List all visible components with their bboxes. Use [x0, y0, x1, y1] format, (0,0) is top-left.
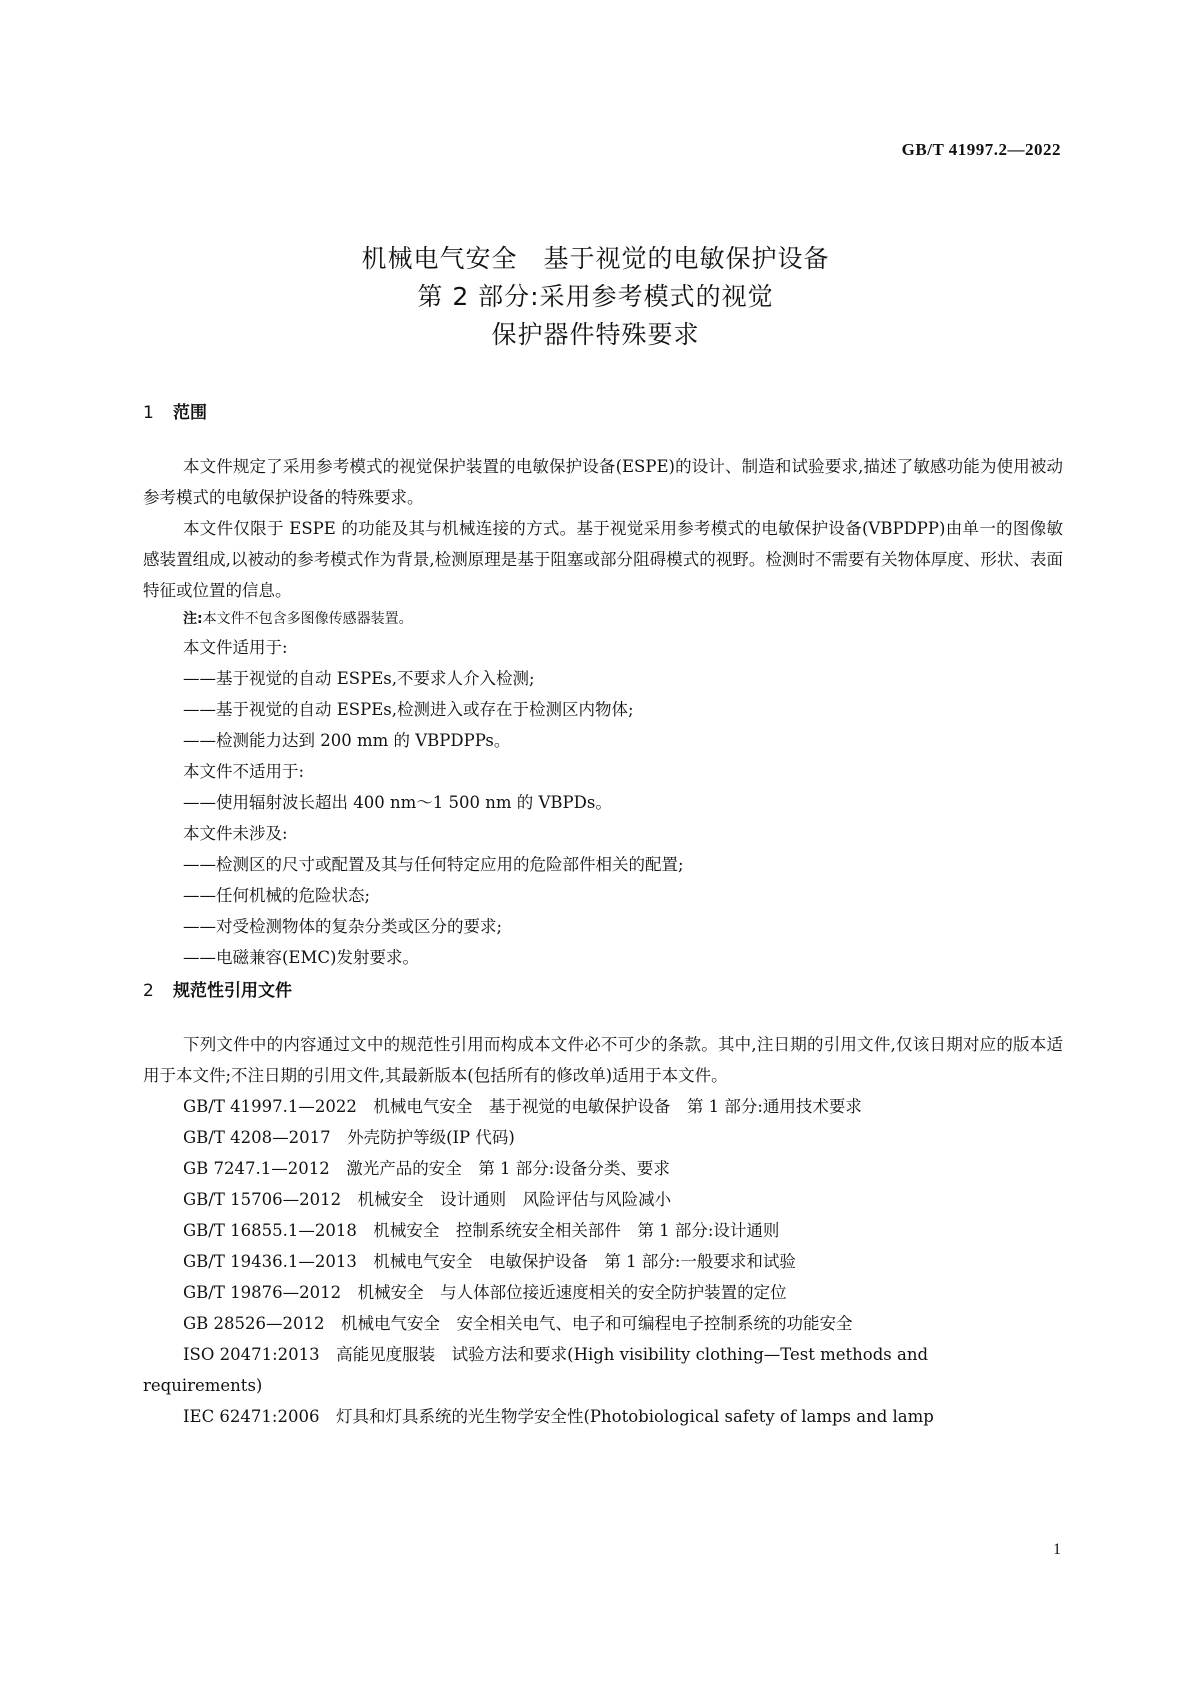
scope-note	[143, 606, 1063, 632]
standard-code: GB/T 41997.2—2022	[901, 140, 1061, 159]
section-2-heading	[143, 976, 292, 1001]
list-item: ——检测区的尺寸或配置及其与任何特定应用的危险部件相关的配置;	[183, 855, 684, 874]
note-text: 本文件不包含多图像传感器装置。	[202, 611, 413, 627]
list-item: ——基于视觉的自动 ESPEs,不要求人介入检测;	[183, 669, 535, 688]
not-applies-intro: 本文件不适用于:	[183, 762, 305, 781]
list-item: ——检测能力达到 200 mm 的 VBPDPPs。	[183, 731, 511, 750]
document-title	[0, 240, 1191, 354]
title-line-2: 第 2 部分:采用参考模式的视觉	[417, 282, 774, 311]
reference-item: GB 7247.1—2012 激光产品的安全 第 1 部分:设备分类、要求	[183, 1159, 670, 1178]
title-line-1: 机械电气安全 基于视觉的电敏保护设备	[361, 244, 830, 273]
scope-paragraph-2: 本文件仅限于 ESPE 的功能及其与机械连接的方式。基于视觉采用参考模式的电敏保护设备(VBPDPP)由单一的图像敏感装置组成,以被动的参考模式作为背景,检测原理是基于阻塞或部分阻碍模式的视野。检测时不需要有关物体厚度、形状、表面特征或位置的信息。	[143, 519, 1063, 600]
references-paragraph: 下列文件中的内容通过文中的规范性引用而构成本文件必不可少的条款。其中,注日期的引用文件,仅该日期对应的版本适用于本文件;不注日期的引用文件,其最新版本(包括所有的修改单)适用于本文件。	[143, 1035, 1063, 1085]
section-1-body	[143, 451, 1063, 973]
reference-item: GB/T 16855.1—2018 机械安全 控制系统安全相关部件 第 1 部分:设计通则	[183, 1221, 780, 1240]
list-item: ——电磁兼容(EMC)发射要求。	[183, 948, 419, 967]
note-label: 注:	[183, 611, 203, 627]
scope-paragraph-1: 本文件规定了采用参考模式的视觉保护装置的电敏保护设备(ESPE)的设计、制造和试验要求,描述了敏感功能为使用被动参考模式的电敏保护设备的特殊要求。	[143, 457, 1063, 507]
section-1-number: 1	[143, 403, 154, 423]
reference-item: GB/T 15706—2012 机械安全 设计通则 风险评估与风险减小	[183, 1190, 672, 1209]
title-line-3: 保护器件特殊要求	[491, 320, 700, 349]
section-2-title: 规范性引用文件	[173, 981, 292, 1001]
reference-item-iso: ISO 20471:2013 高能见度服装 试验方法和要求(High visibility clothing—Test methods and	[183, 1345, 929, 1364]
reference-item: GB/T 41997.1—2022 机械电气安全 基于视觉的电敏保护设备 第 1 部分:通用技术要求	[183, 1097, 862, 1116]
reference-item-iec: IEC 62471:2006 灯具和灯具系统的光生物学安全性(Photobiological safety of lamps and lamp	[183, 1407, 934, 1426]
reference-item: GB/T 19876—2012 机械安全 与人体部位接近速度相关的安全防护装置的定位	[183, 1283, 787, 1302]
section-1-title: 范围	[173, 403, 207, 423]
section-1-heading	[143, 398, 207, 423]
reference-item-iso-continued: requirements)	[143, 1376, 263, 1395]
applies-intro: 本文件适用于:	[183, 638, 288, 657]
reference-item: GB 28526—2012 机械电气安全 安全相关电气、电子和可编程电子控制系统的功能安全	[183, 1314, 853, 1333]
section-2-body	[143, 1029, 1063, 1432]
list-item: ——对受检测物体的复杂分类或区分的要求;	[183, 917, 503, 936]
list-item: ——使用辐射波长超出 400 nm～1 500 nm 的 VBPDs。	[183, 793, 612, 812]
list-item: ——基于视觉的自动 ESPEs,检测进入或存在于检测区内物体;	[183, 700, 634, 719]
section-2-number: 2	[143, 981, 154, 1001]
list-item: ——任何机械的危险状态;	[183, 886, 371, 905]
page-number: 1	[1053, 1541, 1061, 1558]
not-covered-intro: 本文件未涉及:	[183, 824, 288, 843]
reference-item: GB/T 4208—2017 外壳防护等级(IP 代码)	[183, 1128, 515, 1147]
reference-item: GB/T 19436.1—2013 机械电气安全 电敏保护设备 第 1 部分:一般要求和试验	[183, 1252, 796, 1271]
